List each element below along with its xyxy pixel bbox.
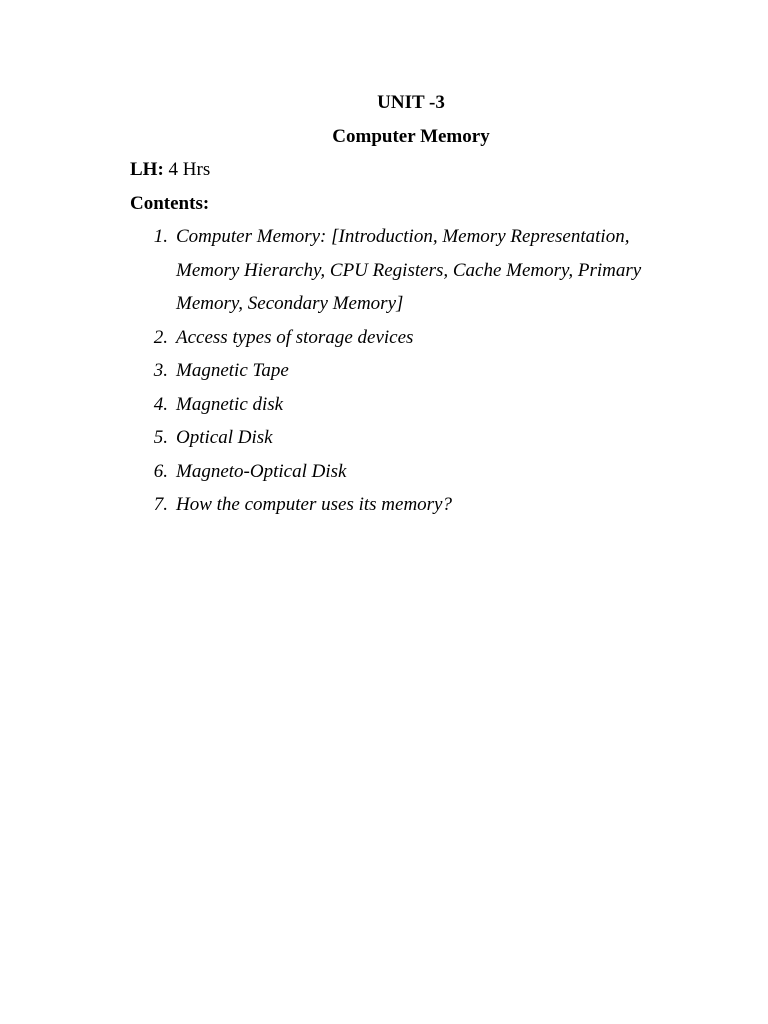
unit-heading: UNIT -3	[377, 92, 445, 113]
lecture-hours	[130, 153, 678, 187]
list-item-text: Computer Memory: [Introduction, Memory Representation, Memory Hierarchy, CPU Registers, Cache Memory, Primary Memory, Secondary Memory]	[176, 226, 642, 314]
list-item	[130, 421, 678, 455]
list-item-text: Access types of storage devices	[176, 326, 414, 348]
list-item-number: 4.	[153, 393, 168, 415]
list-item	[130, 321, 678, 355]
list-item	[130, 488, 678, 522]
contents-list	[130, 220, 678, 522]
list-item-text: Optical Disk	[176, 427, 273, 448]
list-item-number: 7.	[153, 494, 168, 515]
list-item-text: Magnetic disk	[176, 393, 284, 415]
contents-label: Contents:	[130, 192, 210, 214]
list-item-text: Magnetic Tape	[176, 360, 289, 381]
list-item-number: 2.	[153, 326, 168, 348]
list-item-number: 6.	[153, 460, 168, 482]
list-item	[130, 455, 678, 489]
list-item-number: 3.	[153, 360, 168, 381]
lecture-hours-label: LH:	[130, 159, 164, 180]
list-item-number: 5.	[153, 427, 168, 448]
list-item-text: How the computer uses its memory?	[176, 494, 452, 515]
document-title: Computer Memory	[332, 125, 490, 147]
list-item	[130, 388, 678, 422]
lecture-hours-value: 4 Hrs	[168, 159, 211, 180]
list-item	[130, 220, 678, 321]
list-item-text: Magneto-Optical Disk	[176, 460, 347, 482]
list-item	[130, 354, 678, 388]
list-item-number: 1.	[153, 226, 168, 247]
